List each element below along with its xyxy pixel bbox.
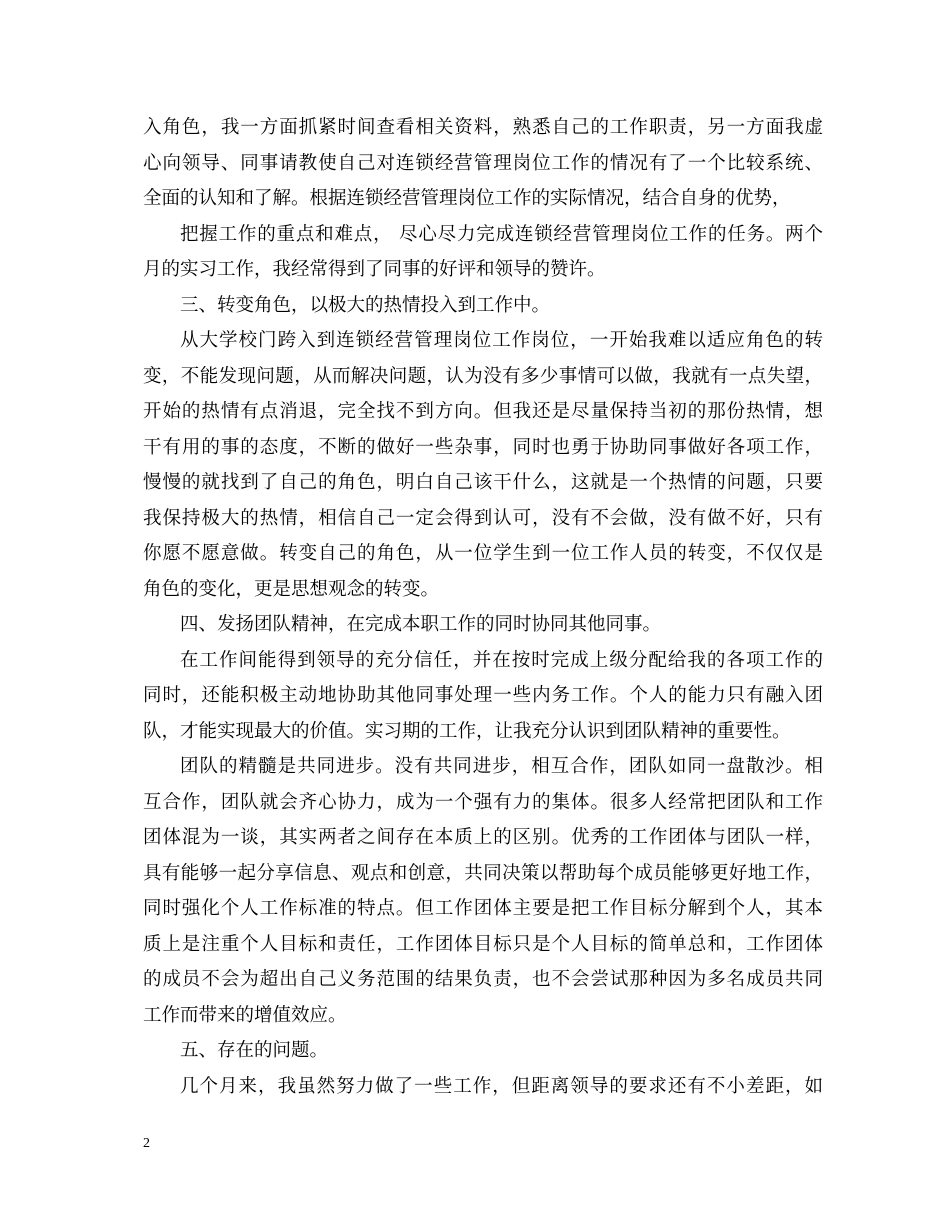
text-line: 工作而带来的增值效应。: [143, 1004, 347, 1026]
page-number: 2: [143, 1136, 150, 1151]
text-line: 干有用的事的态度，不断的做好一些杂事，同时也勇于协助同事做好各项工作，: [143, 436, 823, 458]
text-line: 团体混为一谈，其实两者之间存在本质上的区别。优秀的工作团体与团队一样，: [143, 827, 823, 848]
text-line: 在工作间能得到领导的充分信任，并在按时完成上级分配给我的各项工作的: [180, 649, 823, 671]
text-line: 角色的变化，更是思想观念的转变。: [143, 578, 440, 600]
text-line: 变，不能发现问题，从而解决问题，认为没有多少事情可以做，我就有一点失望，: [143, 365, 823, 387]
text-line: 具有能够一起分享信息、观点和创意，共同决策以帮助每个成员能够更好地工作，: [143, 862, 823, 884]
body-text: [143, 110, 823, 1104]
text-line: 互合作，团队就会齐心协力，成为一个强有力的集体。很多人经常把团队和工作: [143, 791, 823, 813]
text-line: 你愿不愿意做。转变自己的角色，从一位学生到一位工作人员的转变，不仅仅是: [143, 543, 823, 564]
text-line: 慢慢的就找到了自己的角色，明白自己该干什么，这就是一个热情的问题，只要: [143, 472, 823, 493]
text-line: 的成员不会为超出自己义务范围的结果负责，也不会尝试那种因为多名成员共同: [143, 969, 823, 990]
text-line: 月的实习工作，我经常得到了同事的好评和领导的赞许。: [143, 259, 606, 280]
text-line: 队，才能实现最大的价值。实习期的工作，让我充分认识到团队精神的重要性。: [143, 720, 791, 742]
text-line: 质上是注重个人目标和责任，工作团体目标只是个人目标的简单总和，工作团体: [143, 933, 823, 955]
text-line: 团队的精髓是共同进步。没有共同进步，相互合作，团队如同一盘散沙。相: [180, 756, 823, 777]
text-line: 全面的认知和了解。根据连锁经营管理岗位工作的实际情况，结合自身的优势，: [143, 188, 791, 209]
text-line: 开始的热情有点消退，完全找不到方向。但我还是尽量保持当初的那份热情，想: [143, 401, 823, 422]
text-line: 五、存在的问题。: [180, 1040, 329, 1061]
text-line: 四、发扬团队精神，在完成本职工作的同时协同其他同事。: [180, 614, 662, 635]
text-line: 心向领导、同事请教使自己对连锁经营管理岗位工作的情况有了一个比较系统、: [143, 152, 823, 174]
text-line: 我保持极大的热情，相信自己一定会得到认可，没有不会做，没有做不好，只有: [143, 507, 823, 529]
text-line: 几个月来，我虽然努力做了一些工作，但距离领导的要求还有不小差距，如: [180, 1075, 823, 1097]
text-line: 同时强化个人工作标准的特点。但工作团体主要是把工作目标分解到个人，其本: [143, 898, 823, 919]
text-line: 从大学校门跨入到连锁经营管理岗位工作岗位，一开始我难以适应角色的转: [180, 330, 823, 351]
text-line: 同时，还能积极主动地协助其他同事处理一些内务工作。个人的能力只有融入团: [143, 685, 823, 706]
text-line: 把握工作的重点和难点， 尽心尽力完成连锁经营管理岗位工作的任务。两个: [180, 223, 823, 245]
text-line: 入角色，我一方面抓紧时间查看相关资料，熟悉自己的工作职责，另一方面我虚: [143, 117, 823, 138]
text-line: 三、转变角色，以极大的热情投入到工作中。: [180, 294, 551, 316]
